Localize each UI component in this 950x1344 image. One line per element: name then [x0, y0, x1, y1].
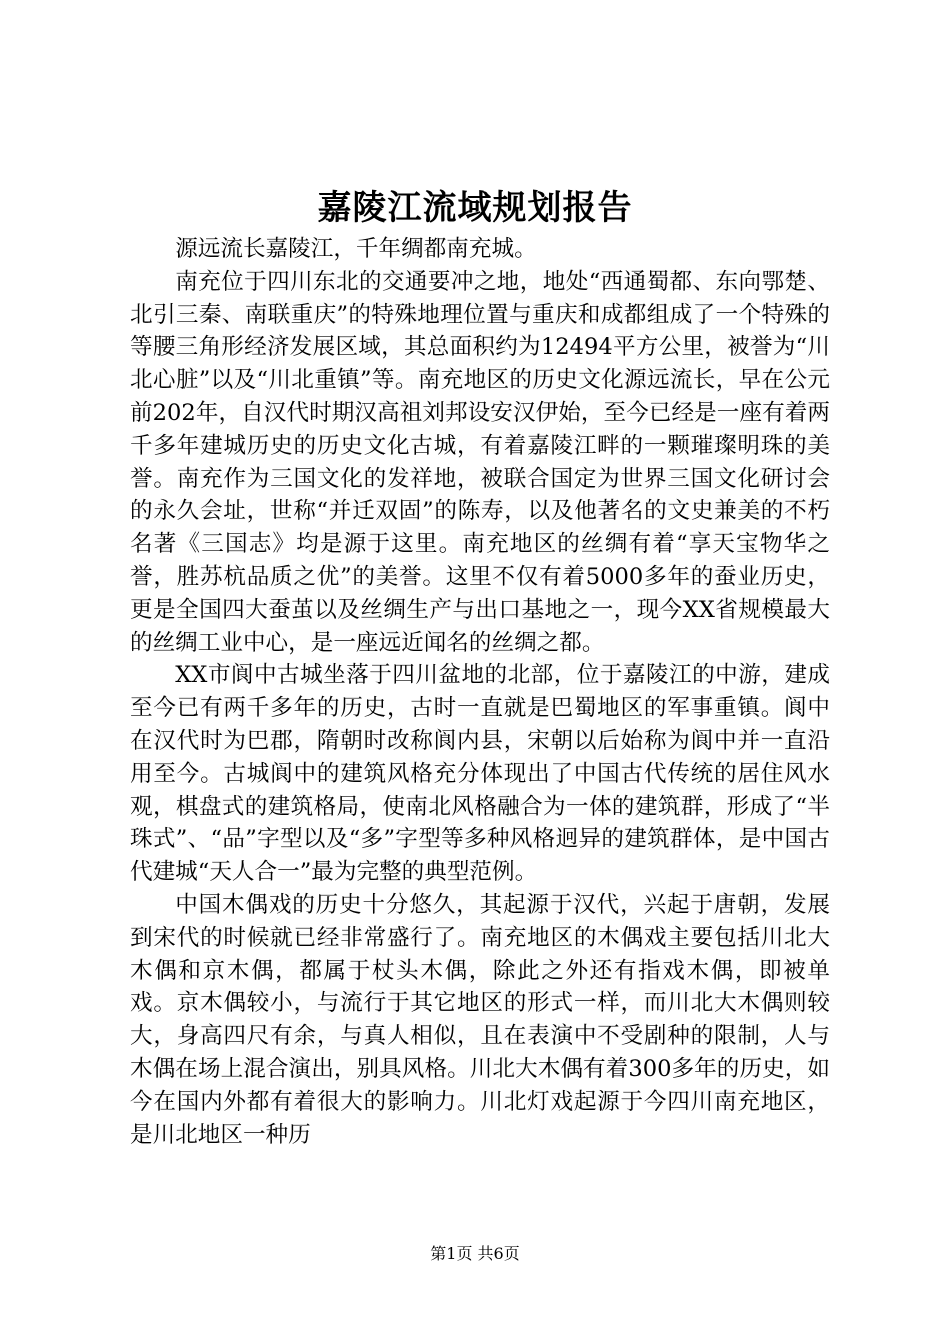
document-body	[130, 233, 830, 1151]
paragraph-nanchong: 南充位于四川东北的交通要冲之地，地处“西通蜀都、东向鄂楚、北引三秦、南联重庆”的特殊地理位置与重庆和成都组成了一个特殊的等腰三角形经济发展区域，其总面积约为12494平方公里，被誉为“川北心脏”以及“川北重镇”等。南充地区的历史文化源远流长，早在公元前202年，自汉代时期汉高祖刘邦设安汉伊始，至今已经是一座有着两千多年建城历史的历史文化古城，有着嘉陵江畔的一颗璀璨明珠的美誉。南充作为三国文化的发祥地，被联合国定为世界三国文化研讨会的永久会址，世称“并迁双固”的陈寿，以及他著名的文史兼美的不朽名著《三国志》均是源于这里。南充地区的丝绸有着“享天宝物华之誉，胜苏杭品质之优”的美誉。这里不仅有着5000多年的蚕业历史，更是全国四大蚕茧以及丝绸生产与出口基地之一，现今XX省规模最大的丝绸工业中心，是一座远近闻名的丝绸之都。	[130, 268, 830, 656]
paragraph-langzhong: XX市阆中古城坐落于四川盆地的北部，位于嘉陵江的中游，建成至今已有两千多年的历史，古时一直就是巴蜀地区的军事重镇。阆中在汉代时为巴郡，隋朝时改称阆内县，宋朝以后始称为阆中并一直沿用至今。古城阆中的建筑风格充分体现出了中国古代传统的居住风水观，棋盘式的建筑格局，使南北风格融合为一体的建筑群，形成了“半珠式”、“品”字型以及“多”字型等多种风格迥异的建筑群体，是中国古代建城“天人合一”最为完整的典型范例。	[130, 662, 830, 886]
paragraph-intro: 源远流长嘉陵江，千年绸都南充城。	[175, 236, 537, 262]
document-title: 嘉陵江流域规划报告	[317, 188, 633, 228]
page-footer: 第1页 共6页	[430, 1244, 520, 1263]
paragraph-puppetry: 中国木偶戏的历史十分悠久，其起源于汉代，兴起于唐朝，发展到宋代的时候就已经非常盛行了。南充地区的木偶戏主要包括川北大木偶和京木偶，都属于杖头木偶，除此之外还有指戏木偶，即被单戏。京木偶较小，与流行于其它地区的形式一样，而川北大木偶则较大，身高四尺有余，与真人相似，且在表演中不受剧种的限制，人与木偶在场上混合演出，别具风格。川北大木偶有着300多年的历史，如今在国内外都有着很大的影响力。川北灯戏起源于今四川南充地区，是川北地区一种历	[130, 891, 830, 1148]
